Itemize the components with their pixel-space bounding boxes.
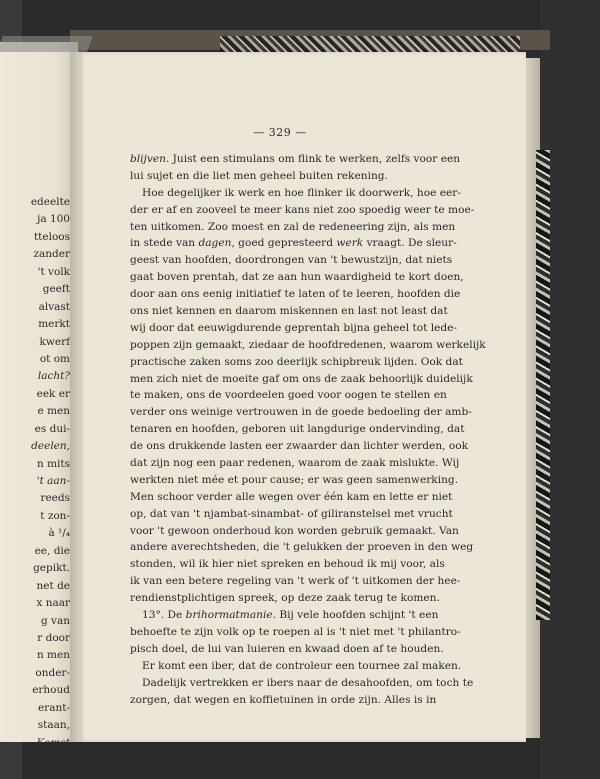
text-run: vraagt. De sleur- (363, 237, 457, 250)
text-line (130, 607, 439, 624)
text-line (130, 303, 448, 320)
left-fragment-line: x naar (36, 597, 70, 610)
text-line (130, 658, 462, 675)
marbled-edge-top (220, 36, 520, 52)
text-line (130, 269, 464, 286)
left-fragment-line: à ¹/₄ (48, 527, 70, 540)
left-page-text (0, 194, 70, 769)
left-fragment-line: n mits (36, 457, 70, 470)
text-run: in stede van (130, 237, 199, 250)
left-fragment-line: 't volk (37, 265, 70, 278)
text-line (130, 421, 465, 438)
text-line (130, 404, 472, 421)
text-run: gaat boven prentah, dat ze aan hun waardigheid te kort doen, (130, 271, 464, 284)
left-fragment-line: ee, die (34, 544, 70, 557)
left-fragment-line: 't aan- (36, 475, 70, 487)
italic-phrase: blijven. (130, 153, 170, 165)
text-run: ons niet kennen en daarom miskennen en last not least dat (130, 305, 448, 318)
text-line (130, 185, 461, 202)
text-line (130, 320, 458, 337)
text-run: verder ons weinige vertrouwen in de goede bedoeling der amb- (130, 406, 472, 419)
left-fragment-line: lacht? (37, 370, 70, 383)
text-run: Er komt een iber, dat de controleur een tournee zal maken. (142, 659, 462, 672)
text-run: stonden, wil ik hier niet spreken en behoud ik mij voor, als (130, 558, 445, 571)
text-line (130, 573, 461, 590)
italic-phrase: brihormatmanie (185, 609, 273, 622)
left-fragment-line: r door (37, 631, 70, 644)
text-run: op, dat van 't njambat-sinambat- of giliranstelsel met vrucht (130, 507, 453, 520)
text-run: . Bij vele hoofden schijnt 't een (272, 609, 439, 622)
left-fragment-line: n men (36, 649, 70, 662)
text-line (130, 219, 456, 236)
left-fragment-line: ja 100 (37, 213, 70, 226)
text-line (130, 286, 461, 303)
text-run: , goed gepresteerd (231, 237, 337, 250)
text-run: ik van een betere regeling van 't werk of 't uitkomen der hee- (130, 575, 461, 588)
left-page-curl (0, 36, 93, 52)
left-fragment-line: merkt (38, 318, 70, 331)
text-run: tenaren en hoofden, geboren uit langdurige ondervinding, dat (130, 423, 465, 436)
left-fragment-line: staan, (37, 719, 70, 732)
left-fragment-line: es dui- (34, 422, 70, 435)
text-run: poppen zijn gemaakt, ziedaar de hoofdredenen, waarom werkelijk (130, 338, 486, 351)
text-run: Hoe degelijker ik werk en hoe flinker ik doorwerk, hoe eer- (142, 186, 461, 199)
text-run: wij door dat eeuwigdurende geprentah bijna geheel tot lede- (130, 321, 458, 334)
left-fragment-line: tteloos (33, 230, 70, 243)
left-fragment-line: erant- (37, 701, 70, 714)
text-line (130, 354, 463, 371)
text-run: der er af en zooveel te meer kans niet zoo spoedig weer te moe- (130, 203, 475, 216)
text-run: practische zaken soms zoo deerlijk schipbreuk lijden. Ook dat (130, 355, 463, 368)
text-run: te maken, ons de voordeelen goed voor oogen te stellen en (130, 389, 447, 402)
text-line (130, 539, 474, 556)
text-run: werkten niet mée et pour cause; er was geen samenwerking. (130, 473, 459, 486)
marbled-edge-right (536, 150, 550, 620)
text-line (130, 489, 453, 506)
italic-phrase: werk (336, 237, 364, 250)
text-line (130, 641, 444, 658)
body-text (130, 151, 486, 708)
italic-phrase: dagen (198, 237, 232, 250)
text-run: rendienstplichtigen spreek, op deze zaak terug te komen. (130, 592, 440, 605)
left-fragment-line: edeelte (30, 196, 70, 208)
text-line (130, 590, 440, 607)
text-line (130, 692, 437, 709)
text-line (130, 472, 459, 489)
text-line (130, 371, 473, 388)
left-fragment-line: ot om (39, 352, 70, 365)
text-line (130, 252, 453, 269)
text-run: men zich niet de moeite gaf om ons de zaak behoorlijk duidelijk (130, 372, 473, 385)
text-line (130, 151, 461, 168)
text-line (130, 387, 447, 404)
left-fragment-line: net de (36, 579, 70, 592)
left-fragment-line: eek er (36, 387, 70, 400)
left-fragment-line: reeds (40, 492, 70, 505)
text-run: behoefte te zijn volk op te roepen al is 't niet met 't philantro- (130, 625, 461, 638)
left-fragment-line: onder- (35, 666, 70, 679)
text-line (130, 675, 474, 692)
text-run: door aan ons eenig initiatief te laten of te leeren, hoofden die (130, 288, 461, 301)
text-line (130, 624, 461, 641)
left-fragment-line: gepikt. (33, 562, 70, 575)
text-run: lui sujet en die liet men geheel buiten rekening. (130, 169, 388, 182)
text-run: Dadelijk vertrekken er ibers naar de desahoofden, om toch te (142, 676, 474, 689)
left-fragment-line: hoond (37, 754, 70, 766)
left-fragment-line: deelen, (31, 440, 70, 453)
text-line (130, 455, 460, 472)
text-run: ten uitkomen. Zoo moest en zal de redeneering zijn, als men (130, 220, 456, 233)
text-line (130, 438, 469, 455)
text-run: pisch doel, de lui van luieren en kwaad doen af te houden. (130, 642, 444, 655)
text-line (130, 235, 457, 252)
left-fragment-line: e men (37, 405, 70, 418)
text-run: geest van hoofden, doordrongen van 't bewustzijn, dat niets (130, 254, 453, 267)
text-run: Men schoor verder alle wegen over één kam en lette er niet (130, 490, 453, 503)
text-line (130, 337, 486, 354)
text-run: andere averechtsheden, die 't gelukken der proeven in den weg (130, 541, 474, 554)
left-page (0, 42, 78, 766)
left-fragment-line: zander (33, 248, 70, 261)
text-run: dat zijn nog een paar redenen, waarom de zaak mislukte. Wij (130, 457, 460, 470)
text-line (130, 202, 475, 219)
text-run: 13°. De (142, 609, 186, 622)
left-fragment-line: g van (40, 614, 70, 627)
text-run: Juist een stimulans om flink te werken, zelfs voor een (169, 153, 461, 165)
text-run: voor 't gewoon onderhoud kon worden gebruik gemaakt. Van (130, 524, 459, 537)
left-fragment-line: t zon- (40, 509, 70, 522)
left-fragment-line: Komst (36, 736, 70, 749)
left-fragment-line: erhoud (32, 684, 70, 697)
left-fragment-line: geeft (42, 283, 70, 296)
text-line (130, 506, 453, 523)
text-line (130, 556, 445, 573)
left-fragment-line: kwerf (39, 335, 70, 348)
left-fragment-line: alvast (38, 300, 70, 313)
text-run: zorgen, dat wegen en koffietuinen in orde zijn. Alles is in (130, 693, 437, 706)
text-run: de ons drukkende lasten eer zwaarder dan lichter werden, ook (130, 440, 469, 453)
text-line (130, 168, 420, 185)
page-number: — 329 — (253, 126, 307, 139)
text-line (130, 523, 459, 540)
